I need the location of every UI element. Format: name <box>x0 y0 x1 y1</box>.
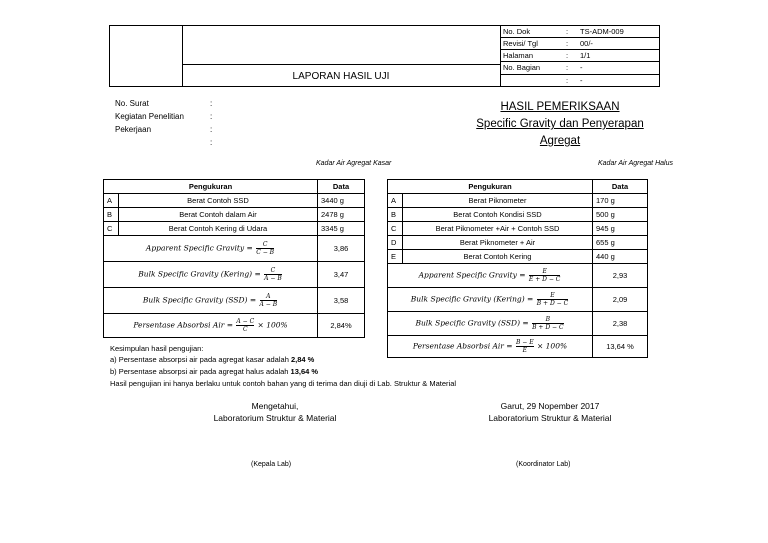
conclusion-item-fine: b) Persentase absorpsi air pada agregat halus adalah 13,64 % <box>110 367 319 376</box>
row-data: 3345 g <box>318 222 365 236</box>
field-label: Pekerjaan <box>115 125 152 134</box>
col-header-measure: Pengukuran <box>388 180 593 194</box>
info-key: No. Bagian <box>503 63 541 72</box>
field-pekerjaan <box>115 125 151 134</box>
formula-value: 3,58 <box>318 288 365 314</box>
row-name: Berat Piknometer <box>403 194 593 208</box>
info-value: TS-ADM-009 <box>580 27 624 36</box>
field-label: Kegiatan Penelitian <box>115 112 184 121</box>
info-value: 00/- <box>580 39 593 48</box>
formula-row <box>388 312 648 336</box>
info-row <box>500 38 659 50</box>
table-row <box>388 194 648 208</box>
row-data: 945 g <box>593 222 648 236</box>
signature-left-line2: Laboratorium Struktur & Material <box>213 413 337 423</box>
row-name: Berat Piknometer + Air <box>403 236 593 250</box>
formula-row <box>104 314 365 338</box>
formula-row <box>104 262 365 288</box>
field-colon: : <box>210 99 213 108</box>
formula-row <box>388 336 648 358</box>
info-colon: : <box>566 76 569 85</box>
field-colon: : <box>210 112 213 121</box>
info-row <box>500 75 659 86</box>
formula-bulk-sg-ssd: Bulk Specific Gravity (SSD) = $\frac{A}{A - B}$ <box>104 288 318 314</box>
signature-right-line1: Garut, 29 Nopember 2017 <box>500 401 600 411</box>
info-colon: : <box>566 63 569 72</box>
formula-value: 13,64 % <box>593 336 648 358</box>
info-row <box>500 62 659 75</box>
row-id: A <box>388 194 403 208</box>
fine-aggregate-table <box>387 179 648 358</box>
signature-right-line2: Laboratorium Struktur & Material <box>488 413 612 423</box>
table-row <box>388 250 648 264</box>
info-row <box>500 26 659 38</box>
header-title-cell <box>182 26 501 86</box>
field-no-surat <box>115 99 149 108</box>
formula-value: 3,86 <box>318 236 365 262</box>
formula-bulk-sg-dry: Bulk Specific Gravity (Kering) = $\frac{E}{B + D - C}$ <box>388 288 593 312</box>
coarse-caption: Kadar Air Agregat Kasar <box>316 160 392 167</box>
info-value: - <box>580 76 583 85</box>
row-id: B <box>104 208 119 222</box>
row-name: Berat Contoh Kondisi SSD <box>403 208 593 222</box>
info-colon: : <box>566 27 569 36</box>
row-name: Berat Piknometer +Air + Contoh SSD <box>403 222 593 236</box>
row-name: Berat Contoh dalam Air <box>119 208 318 222</box>
logo-cell <box>110 26 183 86</box>
row-name: Berat Contoh SSD <box>119 194 318 208</box>
info-key: Halaman <box>503 51 534 60</box>
formula-value: 2,93 <box>593 264 648 288</box>
table-row <box>388 222 648 236</box>
formula-absorption: Persentase Absorbsi Air = $\frac{B - E}{E}$ × 100% <box>388 336 593 358</box>
formula-row <box>104 288 365 314</box>
info-key: Revisi/ Tgl <box>503 39 538 48</box>
row-name: Berat Contoh Kering di Udara <box>119 222 318 236</box>
col-header-data: Data <box>593 180 648 194</box>
info-colon: : <box>566 39 569 48</box>
info-row <box>500 50 659 62</box>
result-title-line: HASIL PEMERIKSAAN <box>500 101 620 113</box>
table-row <box>104 194 365 208</box>
table-row <box>104 208 365 222</box>
row-id: C <box>388 222 403 236</box>
row-data: 440 g <box>593 250 648 264</box>
info-value: 1/1 <box>580 51 591 60</box>
field-label: No. Surat <box>115 99 149 108</box>
row-id: D <box>388 236 403 250</box>
signature-role-left: (Kepala Lab) <box>251 461 292 468</box>
signature-left <box>180 400 370 424</box>
formula-value: 2,84% <box>318 314 365 338</box>
formula-bulk-sg-dry: Bulk Specific Gravity (Kering) = $\frac{C}{A - B}$ <box>104 262 318 288</box>
conclusion-title: Kesimpulan hasil pengujian: <box>110 344 204 353</box>
formula-absorption: Persentase Absorbsi Air = $\frac{A - C}{C}$ × 100% <box>104 314 318 338</box>
row-data: 3440 g <box>318 194 365 208</box>
formula-row <box>104 236 365 262</box>
table-row <box>104 222 365 236</box>
formula-row <box>388 288 648 312</box>
signature-role-right: (Koordinator Lab) <box>516 461 571 468</box>
result-title <box>460 99 660 150</box>
document-header <box>109 25 660 87</box>
formula-bulk-sg-ssd: Bulk Specific Gravity (SSD) = $\frac{B}{B + D - C}$ <box>388 312 593 336</box>
info-value: - <box>580 63 583 72</box>
row-id: A <box>104 194 119 208</box>
coarse-aggregate-table <box>103 179 365 338</box>
row-id: E <box>388 250 403 264</box>
formula-value: 3,47 <box>318 262 365 288</box>
field-kegiatan <box>115 112 184 121</box>
row-data: 170 g <box>593 194 648 208</box>
formula-value: 2,38 <box>593 312 648 336</box>
result-title-line: Specific Gravity dan Penyerapan <box>476 118 644 130</box>
col-header-data: Data <box>318 180 365 194</box>
formula-apparent-sg: Apparent Specific Gravity = $\frac{E}{E + D - C}$ <box>388 264 593 288</box>
row-id: B <box>388 208 403 222</box>
formula-row <box>388 264 648 288</box>
signature-left-line1: Mengetahui, <box>251 401 299 411</box>
row-name: Berat Contoh Kering <box>403 250 593 264</box>
field-colon: : <box>210 138 213 147</box>
conclusion-fine-value: 13,64 % <box>290 367 319 376</box>
row-data: 500 g <box>593 208 648 222</box>
conclusion-note: Hasil pengujian ini hanya berlaku untuk contoh bahan yang di terima dan diuji di Lab. Struktur & Material <box>110 379 457 388</box>
field-colon: : <box>210 125 213 134</box>
info-key: No. Dok <box>503 27 531 36</box>
table-row <box>388 236 648 250</box>
result-title-line: Agregat <box>539 135 581 147</box>
col-header-measure: Pengukuran <box>104 180 318 194</box>
table-row <box>388 208 648 222</box>
conclusion-coarse-value: 2,84 % <box>290 355 315 364</box>
formula-apparent-sg: Apparent Specific Gravity = $\frac{C}{C - B}$ <box>104 236 318 262</box>
row-id: C <box>104 222 119 236</box>
signature-right <box>455 400 645 424</box>
report-title: LAPORAN HASIL UJI <box>182 64 500 87</box>
formula-value: 2,09 <box>593 288 648 312</box>
row-data: 655 g <box>593 236 648 250</box>
fine-caption: Kadar Air Agregat Halus <box>598 160 673 167</box>
row-data: 2478 g <box>318 208 365 222</box>
conclusion-item-coarse: a) Persentase absorpsi air pada agregat kasar adalah 2,84 % <box>110 355 315 364</box>
info-colon: : <box>566 51 569 60</box>
